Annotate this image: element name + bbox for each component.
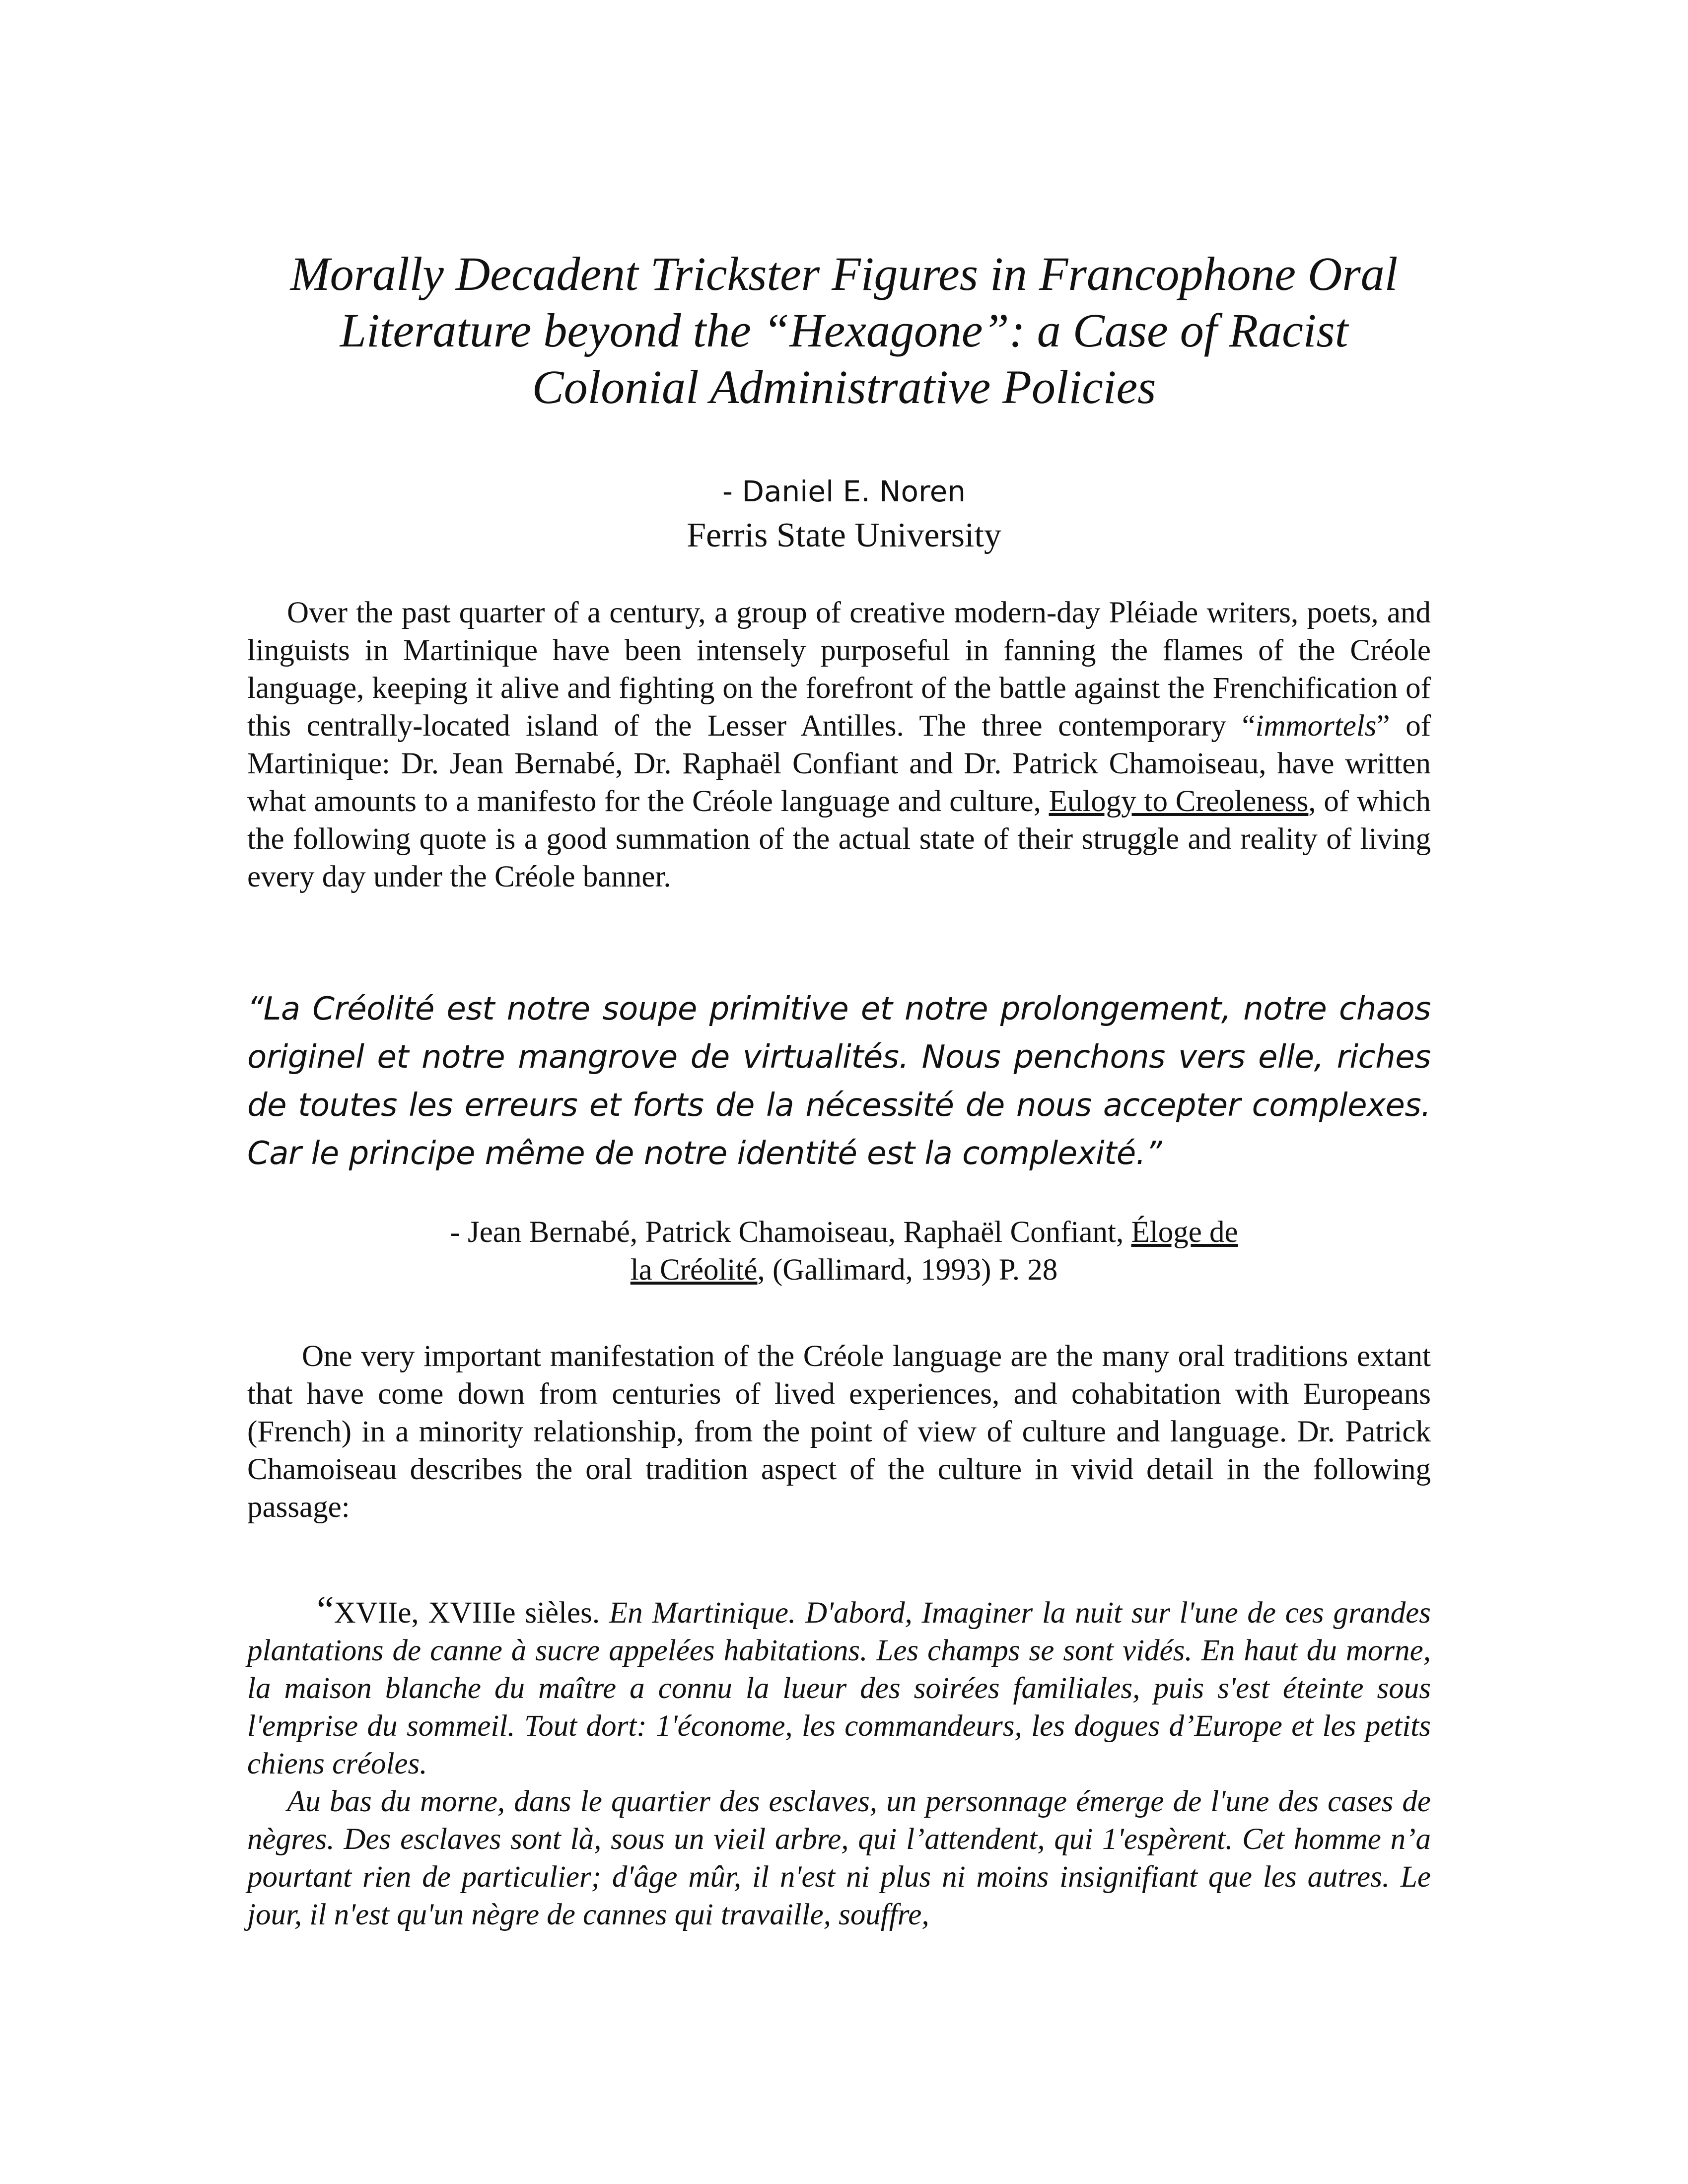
title-line-2: Literature beyond the “Hexagone”: a Case of Racist — [340, 304, 1348, 357]
title-line-3: Colonial Administrative Policies — [532, 360, 1156, 413]
eulogy-book-title: Eulogy to Creoleness — [1049, 785, 1309, 818]
citation-publisher: , (Gallimard, 1993) P. 28 — [757, 1253, 1058, 1287]
paper-title — [189, 246, 1499, 415]
history-quote-lead: XVIIe, XVIIIe sièles. — [334, 1596, 609, 1630]
intro-text-2: ” of Martinique: Dr. Jean Bernabé, Dr. Raphaël Confiant and Dr. Patrick Chamoiseau, have written what amounts to a manifesto for the Créole language and culture, — [247, 709, 1431, 818]
history-quote-text-2: Au bas du morne, dans le quartier des esclaves, un personnage émerge de l'une des cases de nègres. Des esclaves sont là, sous un vieil arbre, qui l’attendent, qui 1'espèrent. Cet homme n’a pourtant rien de particulier; d'âge mûr, il n'est ni plus ni moins insignifiant que les autres. Le jour, il n'est qu'un nègre de cannes qui travaille, souffre, — [247, 1785, 1431, 1931]
intro-paragraph — [247, 594, 1431, 896]
citation-authors: - Jean Bernabé, Patrick Chamoiseau, Raphaël Confiant, — [450, 1216, 1131, 1249]
second-paragraph: One very important manifestation of the Créole language are the many oral traditions extant that have come down from centuries of lived experiences, and cohabitation with Europeans (French) in a minority relationship, from the point of view of culture and language. Dr. Patrick Chamoiseau describes the oral tradition aspect of the culture in vivid detail in the following passage: — [247, 1340, 1431, 1524]
intro-text-1: Over the past quarter of a century, a group of creative modern-day Pléiade writers, poets, and linguists in Martinique have been intensely purposeful in fanning the flames of the Créole language, keeping it alive and fighting on the forefront of the battle against the Frenchification of this centrally-located island of the Lesser Antilles. The three contemporary “ — [247, 596, 1431, 743]
creolite-quote: “La Créolité est notre soupe primitive et notre prolongement, notre chaos originel et notre mangrove de virtualités. Nous penchons vers elle, riches de toutes les erreurs et forts de la nécessité de nous accepter complexes. Car le principe même de notre identité est la complexité.” — [247, 991, 1431, 1172]
citation-book-part2: la Créolité — [630, 1253, 758, 1287]
author-affiliation: Ferris State University — [687, 516, 1001, 554]
immortels-term: immortels — [1255, 709, 1377, 743]
author-name: - Daniel E. Noren — [722, 475, 966, 508]
open-quote-mark: “ — [317, 1588, 334, 1631]
history-quote — [247, 1588, 1431, 1934]
history-quote-part-1 — [247, 1588, 1431, 1783]
history-quote-text-1: En Martinique. D'abord, Imaginer la nuit sur l'une de ces grandes plantations de canne à sucre appelées habitations. Les champs se sont vidés. En haut du morne, la maison blanche du maître a connu la lueur des soirées familiales, puis s'est éteinte sous l'emprise du sommeil. Tout dort: 1'économe, les commandeurs, les dogues d’Europe et les petits chiens créoles. — [247, 1596, 1431, 1780]
quote-citation — [248, 1214, 1440, 1289]
intro-text-3: , of which the following quote is a good summation of the actual state of their struggle and reality of living every day under the Créole banner. — [247, 785, 1431, 893]
title-line-1: Morally Decadent Trickster Figures in Francophone Oral — [290, 247, 1398, 300]
citation-book-part1: Éloge de — [1131, 1216, 1238, 1249]
citation-line-2 — [248, 1251, 1440, 1289]
history-quote-part-2 — [247, 1783, 1431, 1934]
citation-line-1 — [248, 1214, 1440, 1251]
